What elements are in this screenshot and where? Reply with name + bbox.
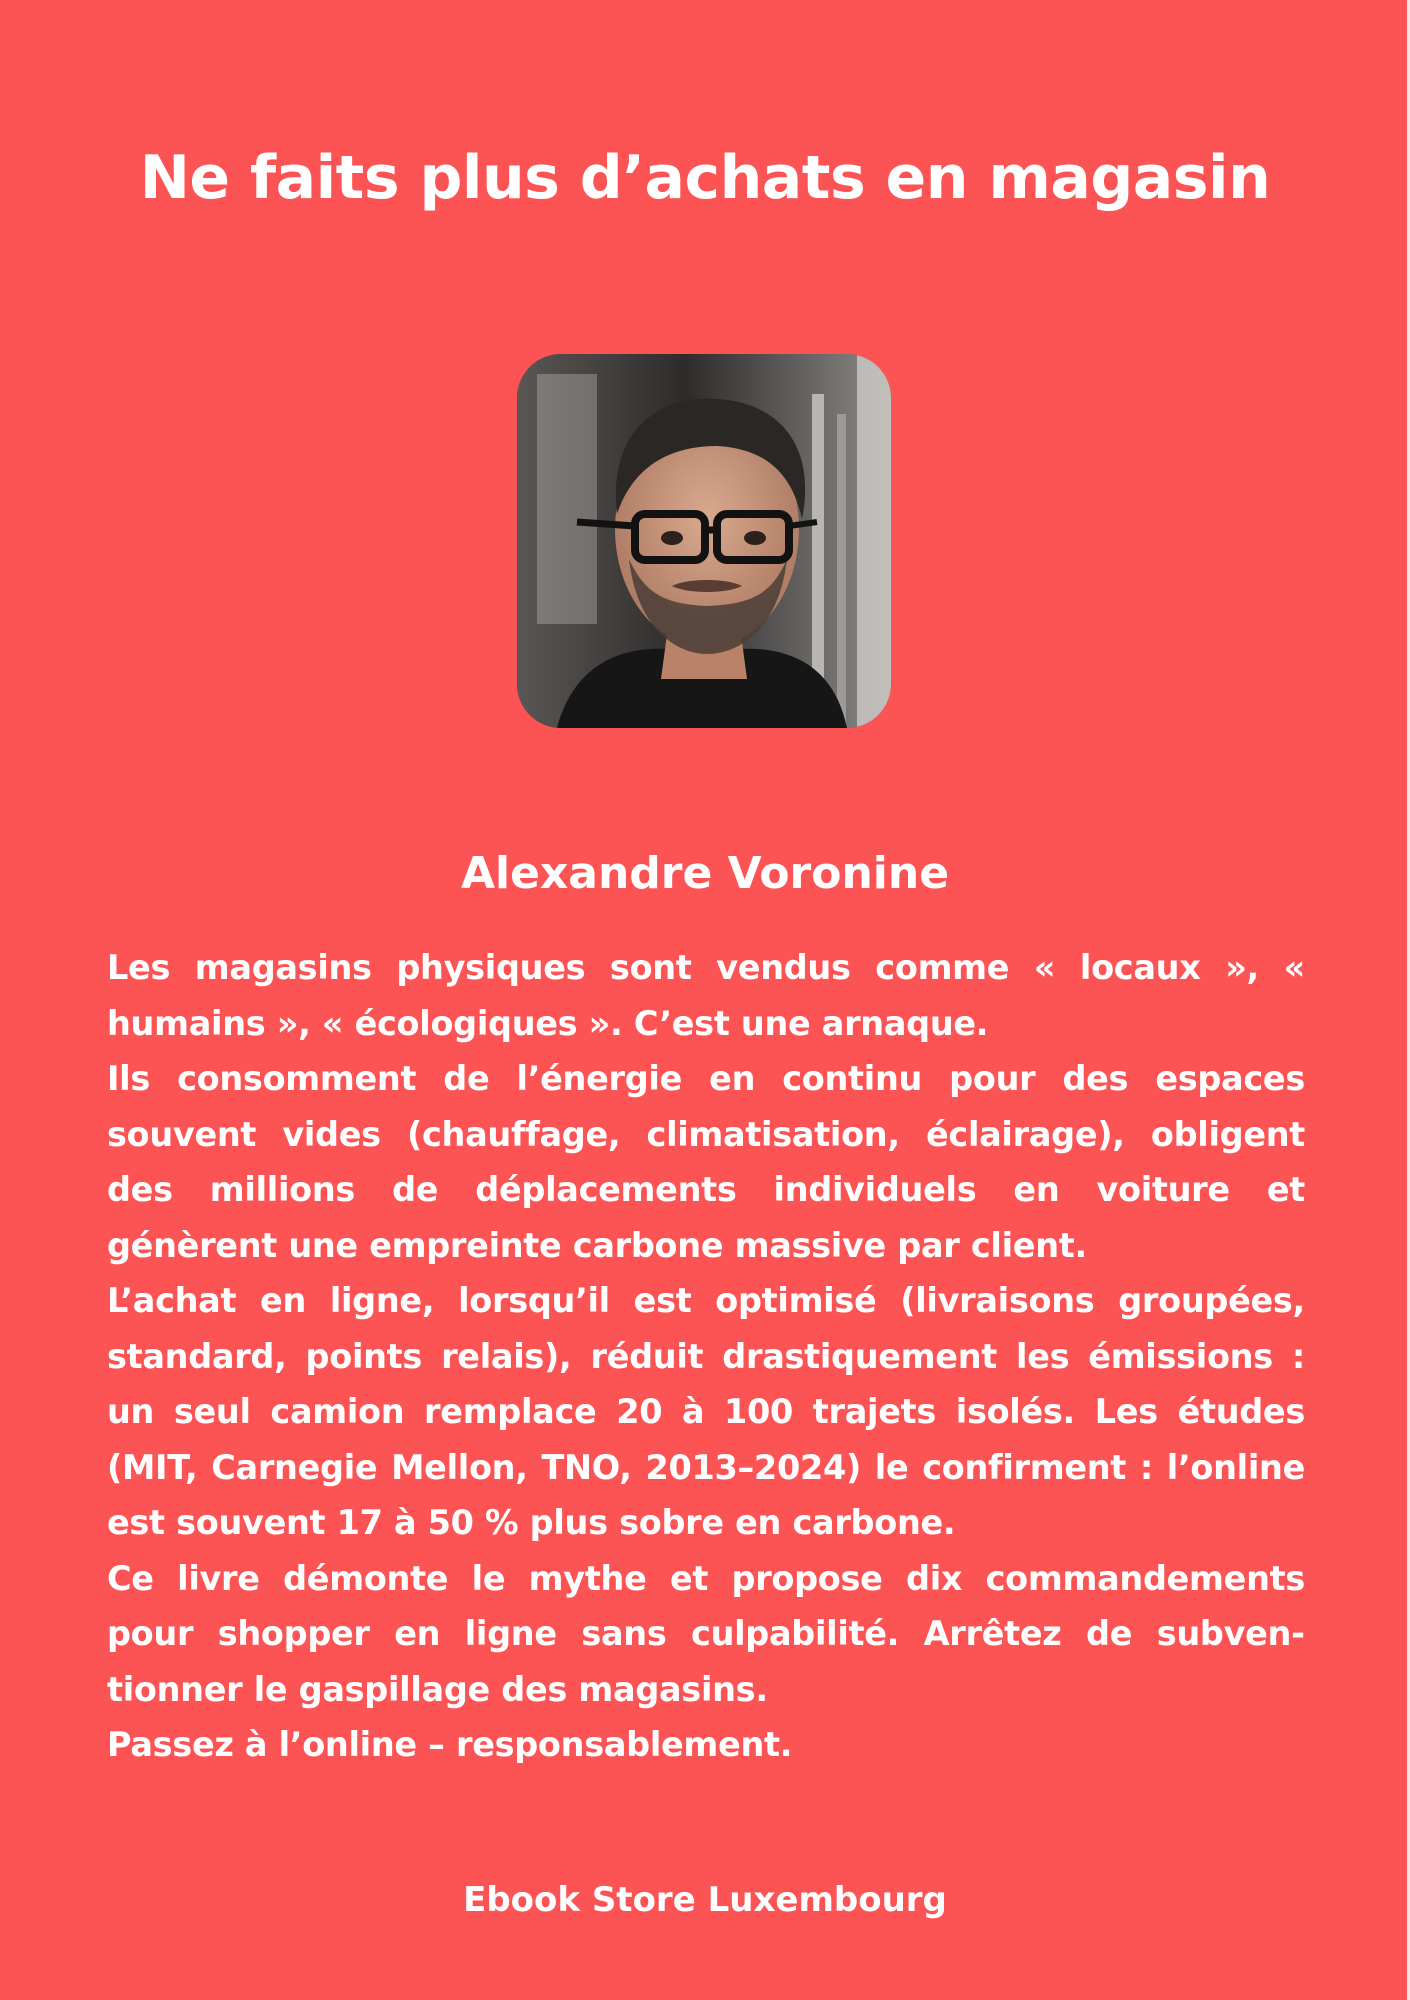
description-paragraph: Les magasins physiques sont vendus comme « locaux », « humains », « écologiques ». C’est une arnaque. xyxy=(107,948,1305,1043)
description-paragraph: Ce livre démonte le mythe et propose dix commandements pour shopper en ligne sans culpabilité. Arrêtez de subventionner le gaspillage des magasins. xyxy=(107,1558,1305,1709)
description-paragraph: L’achat en ligne, lorsqu’il est optimisé (livraisons groupées, standard, points relais), réduit drastiquement les émissions : un seul camion remplace 20 à 100 trajets isolés. Les études (MIT, Carnegie Mellon, TNO, 2013–2024) le confirment : l’online est souvent 17 à 50 % plus sobre en carbone. xyxy=(107,1281,1305,1542)
author-name: Alexandre Voronine xyxy=(460,848,950,899)
publisher-name: Ebook Store Luxembourg xyxy=(463,1880,947,1920)
book-description xyxy=(107,940,1305,1773)
book-title: Ne faits plus d’achats en magasin xyxy=(139,143,1271,213)
description-paragraph: Ils consomment de l’énergie en continu pour des espaces souvent vides (chauffage, climatisation, éclairage), obligent des millions de déplacements individuels en voiture et génèrent une empreinte carbone massive par client. xyxy=(107,1059,1305,1265)
author-portrait-image xyxy=(517,354,891,728)
description-paragraph: Passez à l’online – responsablement. xyxy=(107,1725,793,1764)
